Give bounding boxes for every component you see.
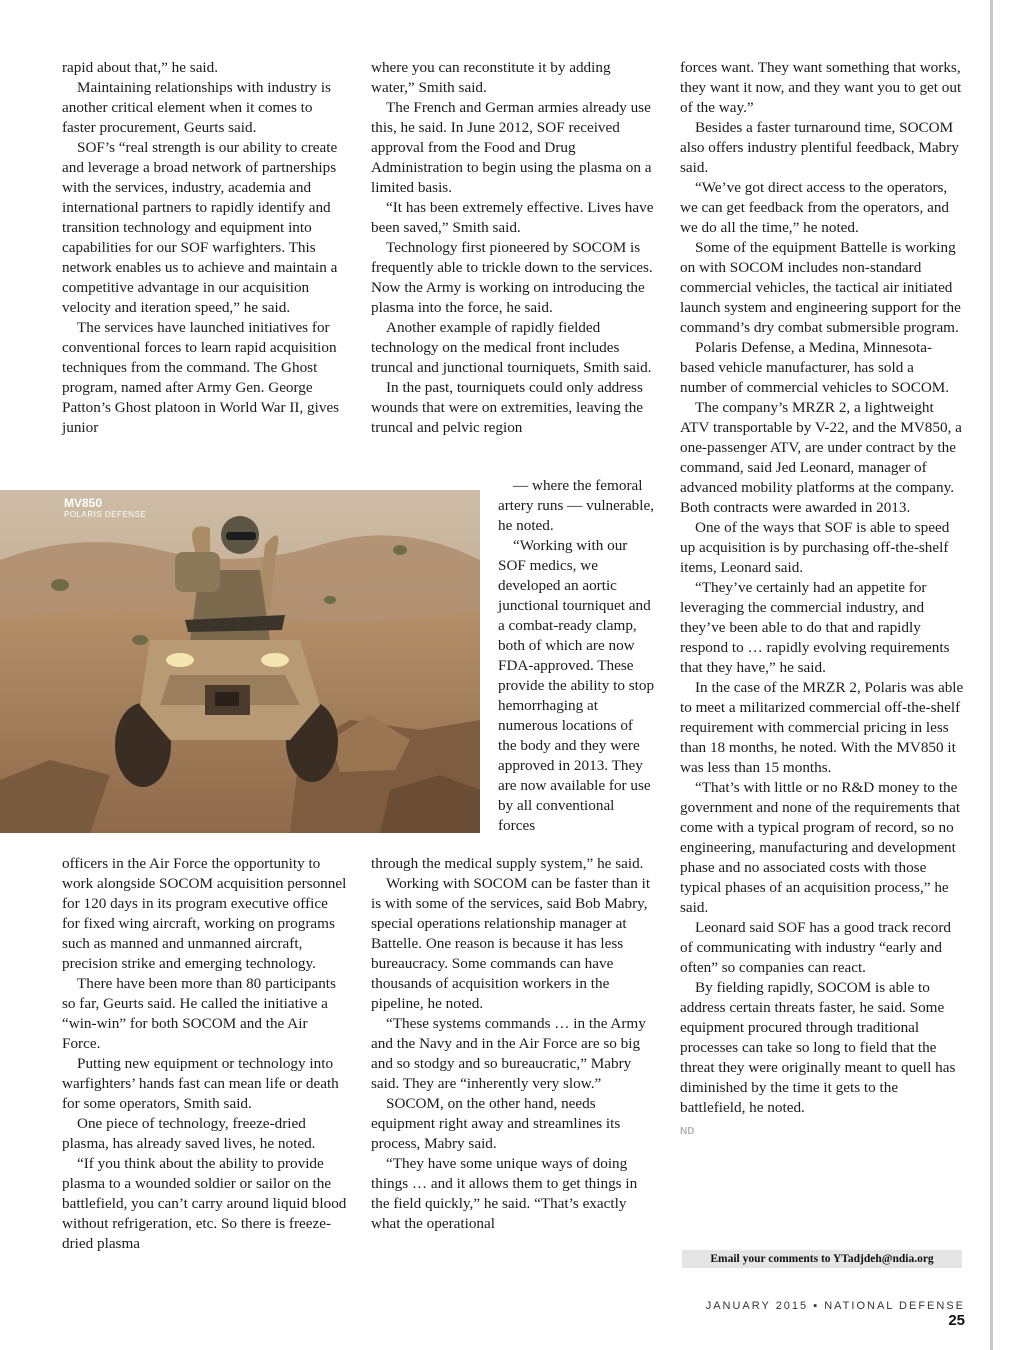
mv850-photo <box>0 490 480 833</box>
paragraph: SOF’s “real strength is our ability to create and leverage a broad network of partnerships with the services, industry, academia and international partners to rapidly identify and transition technology and equipment into capabilities for our SOF warfighters. This network enables us to achieve and maintain a competitive advantage in our acquisition velocity and iteration speed,” he said. <box>62 139 338 316</box>
paragraph: “They’ve certainly had an appetite for leveraging the commercial industry, and they’ve been able to do that and rapidly respond to … rapidly evolving requirements that they have,” he said. <box>680 579 950 676</box>
paragraph: forces want. They want something that works, they want it now, and they want you to get out of the way.” <box>680 59 962 116</box>
paragraph: Leonard said SOF has a good track record of communicating with industry “early and often” so companies can react. <box>680 919 951 976</box>
paragraph: Polaris Defense, a Medina, Minnesota-based vehicle manufacturer, has sold a number of commercial vehicles to SOCOM. <box>680 339 950 396</box>
paragraph: The services have launched initiatives for conventional forces to learn rapid acquisition techniques from the command. The Ghost program, named after Army Gen. George Patton’s Ghost platoon in World War II, gives junior <box>62 319 340 436</box>
email-comments-box <box>682 1250 962 1268</box>
paragraph: There have been more than 80 participants so far, Geurts said. He called the initiative a “win-win” for both SOCOM and the Air Force. <box>62 975 336 1052</box>
column-1-top <box>62 58 348 438</box>
paragraph: In the case of the MRZR 2, Polaris was able to meet a militarized commercial off-the-shelf requirement with commercial pricing in less than 18 months, he noted. With the MV850 it was less than 15 months. <box>680 679 964 776</box>
page-footer <box>690 1300 965 1329</box>
email-address-link[interactable]: YTadjdeh@ndia.org <box>832 1253 934 1265</box>
column-2-wrap <box>498 476 655 836</box>
paragraph: Putting new equipment or technology into warfighters’ hands fast can mean life or death for some operators, Smith said. <box>62 1055 339 1112</box>
paragraph: One of the ways that SOF is able to speed up acquisition is by purchasing off-the-shelf items, Leonard said. <box>680 519 950 576</box>
paragraph: through the medical supply system,” he said. <box>371 855 644 872</box>
paragraph: Besides a faster turnaround time, SOCOM also offers industry plentiful feedback, Mabry said. <box>680 119 959 176</box>
caption-credit: POLARIS DEFENSE <box>64 510 147 519</box>
page-number: 25 <box>948 1312 965 1329</box>
paragraph: officers in the Air Force the opportunity to work alongside SOCOM acquisition personnel for 120 days in its program executive office for fixed wing aircraft, working on programs such as manned and unmanned aircraft, precision strike and emerging technology. <box>62 855 347 972</box>
paragraph: SOCOM, on the other hand, needs equipment right away and streamlines its process, Mabry said. <box>371 1095 621 1152</box>
paragraph: The company’s MRZR 2, a lightweight ATV transportable by V-22, and the MV850, a one-passenger ATV, are under contract by the command, said Jed Leonard, manager of advanced mobility platforms at the company. Both contracts were awarded in 2013. <box>680 399 962 516</box>
paragraph: “Working with our SOF medics, we developed an aortic junctional tourniquet and a combat-ready clamp, both of which are now FDA-approved. These provide the ability to stop hemorrhaging at numerous locations of the body and they were approved in 2013. They are now available for use by all conventional forces <box>498 537 655 834</box>
end-mark: ND <box>680 1126 695 1137</box>
paragraph: “These systems commands … in the Army and the Navy and in the Air Force are so big and so stodgy and so bureaucratic,” Mabry said. They are “inherently very slow.” <box>371 1015 646 1092</box>
paragraph: The French and German armies already use this, he said. In June 2012, SOF received approval from the Food and Drug Administration to begin using the plasma on a limited basis. <box>371 99 652 196</box>
column-2-bottom <box>371 854 655 1234</box>
column-1-bottom <box>62 854 348 1254</box>
footer-issue: JANUARY 2015 <box>705 1300 809 1312</box>
paragraph: Another example of rapidly fielded technology on the medical front includes truncal and junctional tourniquets, Smith said. <box>371 319 652 376</box>
paragraph: One piece of technology, freeze-dried plasma, has already saved lives, he noted. <box>62 1115 316 1152</box>
column-3-body <box>680 58 964 1118</box>
column-2-top <box>371 58 655 438</box>
footer-publication: NATIONAL DEFENSE <box>824 1300 965 1312</box>
atv-rider-illustration <box>0 490 480 833</box>
paragraph: where you can reconstitute it by adding water,” Smith said. <box>371 59 611 96</box>
email-prefix: Email your comments to <box>710 1253 833 1265</box>
paragraph: In the past, tourniquets could only address wounds that were on extremities, leaving the truncal and pelvic region <box>371 379 644 436</box>
photo-caption <box>64 497 146 520</box>
footer-separator: ▪ <box>813 1300 820 1312</box>
paragraph: “We’ve got direct access to the operators, we can get feedback from the operators, and we do all the time,” he noted. <box>680 179 950 236</box>
paragraph: “It has been extremely effective. Lives have been saved,” Smith said. <box>371 199 654 236</box>
paragraph: “If you think about the ability to provide plasma to a wounded soldier or sailor on the battlefield, you can’t carry around liquid blood without refrigeration, etc. So there is freeze-dried plasma <box>62 1155 347 1252</box>
paragraph: Some of the equipment Battelle is working on with SOCOM includes non-standard commercial vehicles, the tactical air initiated launch system and engineering support for the command’s dry combat submersible program. <box>680 239 961 336</box>
paragraph: “That’s with little or no R&D money to the government and none of the requirements that come with a typical program of record, so no engineering, manufacturing and development phase and no associated costs with those typical phases of an acquisition process,” he said. <box>680 779 961 916</box>
paragraph: Working with SOCOM can be faster than it is with some of the services, said Bob Mabry, special operations relationship manager at Battelle. One reason is because it has less bureaucracy. Some commands can have thousands of acquisition workers in the pipeline, he noted. <box>371 875 651 1012</box>
paragraph: — where the femoral artery runs — vulnerable, he noted. <box>498 477 655 534</box>
page-edge-rule <box>990 0 993 1350</box>
column-3 <box>680 58 964 1142</box>
paragraph: Technology first pioneered by SOCOM is frequently able to trickle down to the services. Now the Army is working on introducing the plasma into the force, he said. <box>371 239 653 316</box>
paragraph: By fielding rapidly, SOCOM is able to address certain threats faster, he said. Some equipment procured through traditional processes can take so long to field that the threat they were originally meant to quell has diminished by the time it gets to the battlefield, he noted. <box>680 979 956 1116</box>
paragraph: Maintaining relationships with industry is another critical element when it comes to faster procurement, Geurts said. <box>62 79 331 136</box>
paragraph: “They have some unique ways of doing things … and it allows them to get things in the field quickly,” he said. “That’s exactly what the operational <box>371 1155 638 1232</box>
paragraph: rapid about that,” he said. <box>62 59 219 76</box>
caption-title: MV850 <box>64 496 103 510</box>
